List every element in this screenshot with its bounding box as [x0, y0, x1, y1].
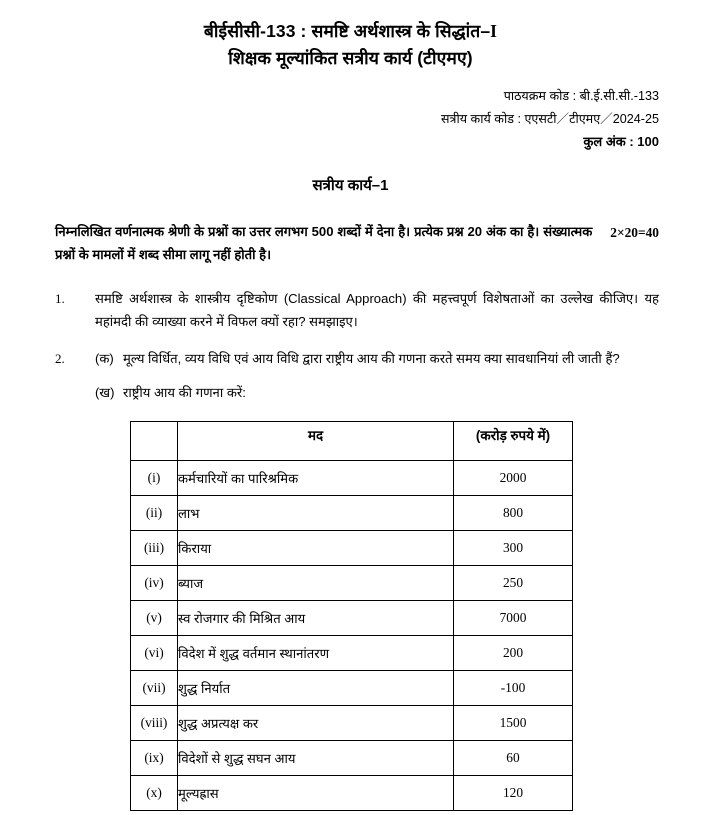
title-line-1: [0, 18, 701, 45]
table-cell-roman: (iii): [131, 530, 178, 565]
table-cell-value: 7000: [454, 600, 573, 635]
table-cell-value: 300: [454, 530, 573, 565]
table-cell-roman: (vii): [131, 670, 178, 705]
table-cell-roman: (x): [131, 775, 178, 810]
question-1-text-part-2: की महत्त्वपूर्ण विशेषताओं का उल्लेख कीजिए। यह महांमदी की व्याख्या करने में विफल क्यों रहा? समझाइए।: [95, 291, 659, 330]
table-cell-value: 1500: [454, 705, 573, 740]
national-income-table-wrapper: [0, 421, 701, 811]
national-income-table: [130, 421, 573, 811]
table-cell-value: 250: [454, 565, 573, 600]
table-cell-item: मूल्यह्रास: [178, 775, 454, 810]
instructions-marks: 2×20=40: [610, 225, 659, 241]
question-1-text-part-1: समष्टि अर्थशास्त्र के शास्त्रीय दृष्टिकोण: [95, 291, 284, 307]
title-line-1-text: बीईसीसी-133 : समष्टि अर्थशास्त्र के सिद्धांत–: [203, 21, 491, 41]
table-cell-item: विदेश में शुद्ध वर्तमान स्थानांतरण: [178, 635, 454, 670]
table-cell-roman: (iv): [131, 565, 178, 600]
question-list: [0, 288, 701, 405]
table-row: [131, 705, 573, 740]
table-cell-item: लाभ: [178, 495, 454, 530]
table-cell-item: विदेशों से शुद्ध सघन आय: [178, 740, 454, 775]
table-cell-roman: (vi): [131, 635, 178, 670]
table-row: [131, 740, 573, 775]
table-row: [131, 670, 573, 705]
table-cell-item: कर्मचारियों का पारिश्रमिक: [178, 460, 454, 495]
table-cell-item: स्व रोजगार की मिश्रित आय: [178, 600, 454, 635]
document-metadata: [0, 85, 701, 153]
table-cell-value: 800: [454, 495, 573, 530]
question-1-text: [95, 288, 659, 334]
table-cell-value: 200: [454, 635, 573, 670]
table-cell-value: -100: [454, 670, 573, 705]
table-cell-value: 120: [454, 775, 573, 810]
question-1-latin-term: (Classical Approach): [283, 291, 407, 307]
title-line-2: शिक्षक मूल्यांकित सत्रीय कार्य (टीएमए): [228, 47, 473, 68]
table-row: [131, 635, 573, 670]
table-row: [131, 530, 573, 565]
table-cell-item: किराया: [178, 530, 454, 565]
course-code: पाठ‌यक्रम कोड : बी.ई.सी.सी.-133: [503, 89, 659, 104]
question-1: [0, 288, 701, 334]
table-row: [131, 495, 573, 530]
table-header-item: मद: [178, 421, 454, 460]
table-cell-value: 2000: [454, 460, 573, 495]
table-row: [131, 460, 573, 495]
table-row: [131, 775, 573, 810]
instructions-paragraph: [55, 221, 659, 266]
table-row: [131, 565, 573, 600]
question-2-subpart-ka-text: मूल्य विर्धित, व्यय विधि एवं आय विधि द्वारा राष्ट्रीय आय की गणना करते समय क्या सावधानियां ली जाती हैं?: [123, 350, 620, 366]
question-2-subpart-kha-text: राष्ट्रीय आय की गणना करें:: [123, 384, 246, 400]
table-cell-roman: (ii): [131, 495, 178, 530]
title-roman-numeral: I: [490, 21, 498, 41]
assignment-code: सत्रीय कार्य कोड : एएसटी／टीएमए／2024-25: [441, 111, 659, 126]
table-body: [131, 460, 573, 810]
question-2-body: [95, 348, 659, 405]
question-2: [0, 348, 701, 405]
table-row: [131, 600, 573, 635]
table-cell-item: शुद्ध निर्यात: [178, 670, 454, 705]
question-2-subpart-kha: [95, 382, 659, 405]
question-2-subpart-ka: [95, 348, 659, 371]
table-cell-roman: (viii): [131, 705, 178, 740]
table-header-value: (करोड़ रुपये में): [454, 421, 573, 460]
table-header: [131, 421, 573, 460]
table-cell-roman: (i): [131, 460, 178, 495]
question-2-number: 2.: [55, 350, 65, 366]
instructions-text: निम्नलिखित वर्णनात्मक श्रेणी के प्रश्नों का उत्तर लगभग 500 शब्दों में देना है। प्रत्येक प्रश्न 20 अंक का है। संख्यात्मक प्रश्नों के मामलों में शब्द सीमा लागू नहीं होती है।: [55, 224, 593, 262]
page-title: [0, 0, 701, 71]
question-1-number: 1.: [55, 291, 65, 307]
table-cell-roman: (v): [131, 600, 178, 635]
table-cell-item: शुद्ध अप्रत्यक्ष कर: [178, 705, 454, 740]
table-header-row: [131, 421, 573, 460]
table-cell-item: ब्याज: [178, 565, 454, 600]
question-2-subpart-ka-label: (क): [95, 350, 114, 366]
question-2-subpart-kha-label: (ख): [95, 384, 115, 400]
table-cell-value: 60: [454, 740, 573, 775]
table-header-roman: [131, 421, 178, 460]
total-marks: कुल अंक : 100: [583, 134, 659, 149]
section-title: सत्रीय कार्य–1: [312, 177, 389, 195]
table-cell-roman: (ix): [131, 740, 178, 775]
